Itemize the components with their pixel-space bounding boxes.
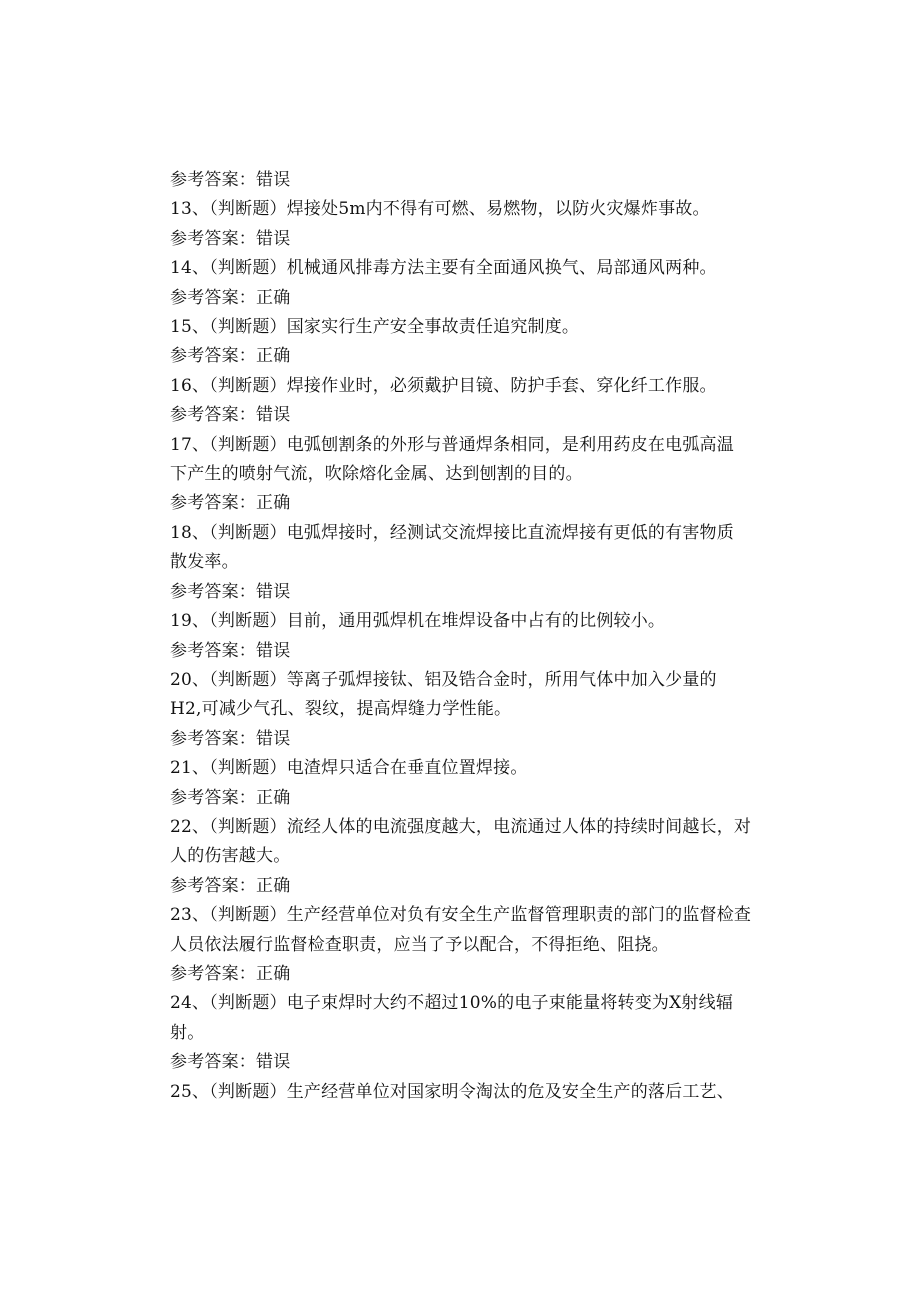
answer-line: 参考答案：错误 xyxy=(170,728,291,749)
question-16: 16、（判断题）焊接作业时，必须戴护目镜、防护手套、穿化纤工作服。 xyxy=(170,375,717,396)
answer-line: 参考答案：正确 xyxy=(170,787,291,808)
question-20-line-1: 20、（判断题）等离子弧焊接钛、铝及锆合金时，所用气体中加入少量的 xyxy=(170,669,717,690)
answer-line: 参考答案：正确 xyxy=(170,346,291,367)
question-22-line-2: 人的伤害越大。 xyxy=(170,846,291,867)
answer-line: 参考答案：错误 xyxy=(170,170,291,190)
question-17-line-1: 17、（判断题）电弧刨割条的外形与普通焊条相同，是利用药皮在电弧高温 xyxy=(170,434,734,455)
question-24-line-1: 24、（判断题）电子束焊时大约不超过10%的电子束能量将转变为X射线辐 xyxy=(170,993,734,1014)
answer-line: 参考答案：正确 xyxy=(170,493,291,514)
question-23-line-1: 23、（判断题）生产经营单位对负有安全生产监督管理职责的部门的监督检查 xyxy=(170,905,752,926)
answer-line: 参考答案：正确 xyxy=(170,963,291,984)
question-list xyxy=(170,166,750,1107)
question-25: 25、（判断题）生产经营单位对国家明令淘汰的危及安全生产的落后工艺、 xyxy=(170,1081,734,1102)
question-17-line-2: 下产生的喷射气流，吹除熔化金属、达到刨割的目的。 xyxy=(170,464,583,485)
answer-line: 参考答案：错误 xyxy=(170,581,291,602)
question-19: 19、（判断题）目前，通用弧焊机在堆焊设备中占有的比例较小。 xyxy=(170,611,666,632)
question-24-line-2: 射。 xyxy=(170,1022,205,1043)
answer-line: 参考答案：正确 xyxy=(170,287,291,308)
question-23-line-2: 人员依法履行监督检查职责，应当了予以配合，不得拒绝、阻挠。 xyxy=(170,934,669,955)
answer-line: 参考答案：错误 xyxy=(170,640,291,661)
question-13: 13、（判断题）焊接处5m内不得有可燃、易燃物，以防火灾爆炸事故。 xyxy=(170,199,710,220)
question-20-line-2: H2,可减少气孔、裂纹，提高焊缝力学性能。 xyxy=(170,699,512,720)
answer-line: 参考答案：正确 xyxy=(170,875,291,896)
question-18-line-2: 散发率。 xyxy=(170,552,239,573)
question-18-line-1: 18、（判断题）电弧焊接时，经测试交流焊接比直流焊接有更低的有害物质 xyxy=(170,522,734,543)
answer-line: 参考答案：错误 xyxy=(170,405,291,426)
question-22-line-1: 22、（判断题）流经人体的电流强度越大，电流通过人体的持续时间越长，对 xyxy=(170,816,752,837)
answer-line: 参考答案：错误 xyxy=(170,1052,291,1073)
question-14: 14、（判断题）机械通风排毒方法主要有全面通风换气、局部通风两种。 xyxy=(170,258,717,279)
answer-line: 参考答案：错误 xyxy=(170,228,291,249)
question-21: 21、（判断题）电渣焊只适合在垂直位置焊接。 xyxy=(170,758,528,779)
question-15: 15、（判断题）国家实行生产安全事故责任追究制度。 xyxy=(170,317,580,338)
